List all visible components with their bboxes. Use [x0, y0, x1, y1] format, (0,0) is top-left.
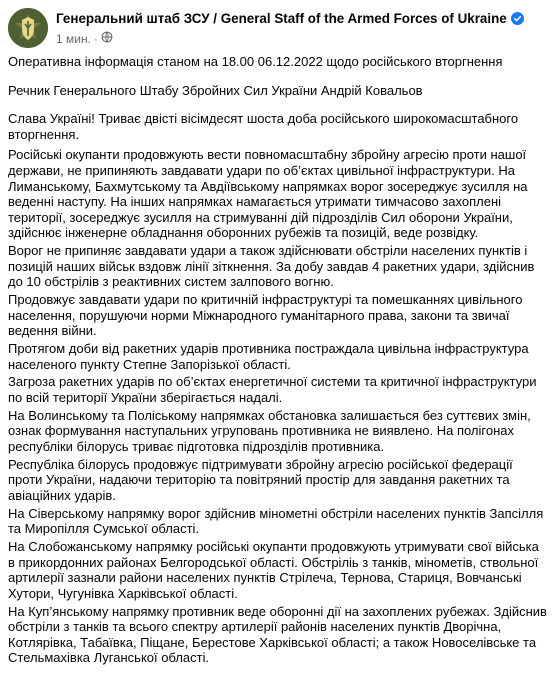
paragraph-belarus: Республіка білорусь продовжує підтримувати збройну агресію російської федерації проти України, надаючи територію та повітряний простір для завдання ракетних та авіаційних ударів. — [8, 456, 513, 503]
paragraph-title: Оперативна інформація станом на 18.00 06.12.2022 щодо російського вторгнення — [8, 54, 503, 69]
paragraph-zaporizhzhia: Протягом доби від ракетних ударів противника постраждала цивільна інфраструктура населеного пункту Степне Запорізької області. — [8, 341, 529, 372]
paragraph-infrastructure: Продовжує завдавати удари по критичній інфраструктурі та помешканнях цивільного населення, порушуючи норми Міжнародного гуманітарного права, закони та звичаї ведення війни. — [8, 292, 523, 339]
paragraph-threat: Загроза ракетних ударів по об’єктах енергетичної системи та критичної інфраструктури по всій території України зберігається надалі. — [8, 374, 537, 406]
paragraph-kupiansk: На Куп’янському напрямку противник веде оборонні дії на захоплених рубежах. Здійснив обстріли з танків та всього спектру артилерії районів населених пунктів Дворічна, Котлярівка, Табаївка, Піщане, Берестове Харківської області; а також Новоселівське та Стельмахівка Луганської області. — [8, 603, 547, 666]
avatar[interactable] — [8, 8, 48, 48]
paragraph-overview: Російські окупанти продовжують вести повномасштабну збройну агресію проти нашої держави, не припиняють завдавати удари по об’єктах цивільної інфраструктури. На Лиманському, Бахмутському та Авдіївському напрямках ворог зосереджує зусилля на веденні наступу. На інших напрямках намагається утримати тимчасово захоплені території, зосереджує зусилля на стримуванні дій підрозділів Сил оборони України, здійснює інженерне обладнання оборонних рубежів та позицій, веде розвідку. — [8, 147, 528, 241]
paragraph-slobozhansk: На Слобожанському напрямку російські окупанти продовжують утримувати свої війська в прикордонних районах Белгородської області. Обстріліь з танків, мінометів, ствольної артилерії зазнали райони населених пунктів Стрілеча, Тернова, Стариця, Вовчанські Хутори, Чугунівка Харківської області. — [8, 539, 539, 601]
post-timestamp[interactable]: 1 мин. — [56, 31, 91, 46]
globe-icon[interactable] — [101, 31, 113, 46]
page-name[interactable]: Генеральний штаб ЗСУ / General Staff of the Armed Forces of Ukraine — [56, 11, 507, 26]
post-meta — [56, 31, 113, 46]
armed-forces-emblem-icon — [8, 8, 48, 48]
post-header — [8, 8, 545, 48]
paragraph-volyn-polissia: На Волинському та Поліському напрямках обстановка залишається без суттєвих змін, ознак формування наступальних угруповань противника не виявлено. На полігонах республіки білорусь триває підготовка підрозділів противника. — [8, 407, 531, 454]
paragraph-greeting: Слава Україні! Триває двісті вісімдесят шоста доба російського широкомасштабного вторгнення. — [8, 111, 519, 142]
paragraph-siversk: На Сіверському напрямку ворог здійснив мінометні обстріли населених пунктів Запсілля та Миропілля Сумської області. — [8, 505, 544, 537]
page-name-link[interactable] — [56, 11, 524, 28]
post-body — [8, 54, 548, 666]
meta-separator: · — [93, 31, 98, 46]
paragraph-strikes: Ворог не припиняє завдавати удари а також здійснювати обстріли населених пунктів і позицій наших військ вздовж лінії зіткнення. За добу завдав 4 ракетних удари, здійснив до 10 обстрілів з реактивних систем залпового вогню. — [8, 243, 535, 290]
verified-badge-icon — [511, 12, 524, 28]
paragraph-speaker: Речник Генерального Штабу Збройних Сил України Андрій Ковальов — [8, 82, 423, 98]
